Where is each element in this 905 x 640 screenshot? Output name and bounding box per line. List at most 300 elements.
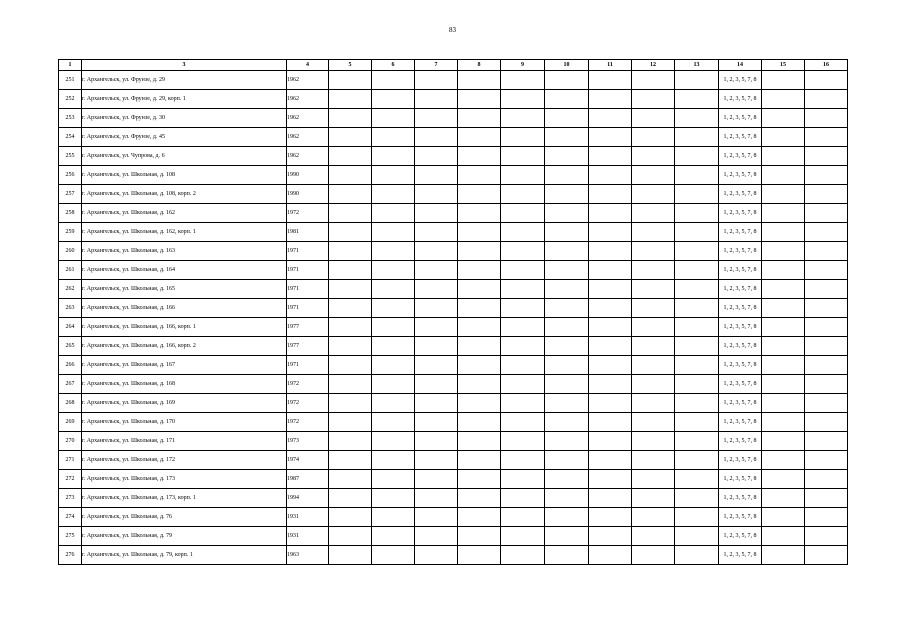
table-row bbox=[59, 166, 848, 185]
col14-cell: 1, 2, 3, 5, 7, 8 bbox=[719, 470, 762, 489]
empty-cell bbox=[501, 204, 545, 223]
empty-cell bbox=[415, 470, 458, 489]
col14-cell: 1, 2, 3, 5, 7, 8 bbox=[719, 451, 762, 470]
empty-cell bbox=[458, 223, 501, 242]
col14-cell: 1, 2, 3, 5, 7, 8 bbox=[719, 242, 762, 261]
column-header: 8 bbox=[458, 60, 501, 71]
col14-cell: 1, 2, 3, 5, 7, 8 bbox=[719, 489, 762, 508]
empty-cell bbox=[589, 508, 632, 527]
empty-cell bbox=[545, 299, 589, 318]
empty-cell bbox=[805, 223, 848, 242]
empty-cell bbox=[632, 204, 675, 223]
empty-cell bbox=[501, 375, 545, 394]
empty-cell bbox=[545, 451, 589, 470]
empty-cell bbox=[675, 489, 719, 508]
year-cell: 1994 bbox=[287, 489, 329, 508]
empty-cell bbox=[762, 147, 805, 166]
empty-cell bbox=[545, 508, 589, 527]
empty-cell bbox=[805, 185, 848, 204]
empty-cell bbox=[675, 204, 719, 223]
empty-cell bbox=[762, 451, 805, 470]
empty-cell bbox=[805, 109, 848, 128]
table-row bbox=[59, 109, 848, 128]
empty-cell bbox=[675, 470, 719, 489]
empty-cell bbox=[589, 299, 632, 318]
empty-cell bbox=[675, 299, 719, 318]
year-cell: 1981 bbox=[287, 223, 329, 242]
col14-cell: 1, 2, 3, 5, 7, 8 bbox=[719, 508, 762, 527]
houses-table bbox=[58, 59, 848, 565]
table-row bbox=[59, 299, 848, 318]
year-cell: 1931 bbox=[287, 508, 329, 527]
empty-cell bbox=[675, 318, 719, 337]
empty-cell bbox=[415, 71, 458, 90]
empty-cell bbox=[589, 90, 632, 109]
empty-cell bbox=[589, 451, 632, 470]
empty-cell bbox=[415, 90, 458, 109]
year-cell: 1963 bbox=[287, 546, 329, 565]
empty-cell bbox=[632, 337, 675, 356]
empty-cell bbox=[632, 546, 675, 565]
empty-cell bbox=[458, 280, 501, 299]
empty-cell bbox=[762, 489, 805, 508]
col14-cell: 1, 2, 3, 5, 7, 8 bbox=[719, 413, 762, 432]
empty-cell bbox=[329, 356, 372, 375]
empty-cell bbox=[415, 489, 458, 508]
empty-cell bbox=[632, 90, 675, 109]
empty-cell bbox=[762, 223, 805, 242]
empty-cell bbox=[415, 394, 458, 413]
empty-cell bbox=[675, 185, 719, 204]
empty-cell bbox=[545, 375, 589, 394]
row-number: 275 bbox=[59, 527, 82, 546]
empty-cell bbox=[329, 470, 372, 489]
address-cell: г. Архангельск, ул. Школьная, д. 168 bbox=[82, 375, 287, 394]
empty-cell bbox=[458, 109, 501, 128]
address-cell: г. Архангельск, ул. Школьная, д. 170 bbox=[82, 413, 287, 432]
address-cell: г. Архангельск, ул. Фрунзе, д. 45 bbox=[82, 128, 287, 147]
empty-cell bbox=[545, 128, 589, 147]
empty-cell bbox=[501, 71, 545, 90]
row-number: 263 bbox=[59, 299, 82, 318]
empty-cell bbox=[415, 166, 458, 185]
empty-cell bbox=[415, 508, 458, 527]
year-cell: 1974 bbox=[287, 451, 329, 470]
empty-cell bbox=[805, 204, 848, 223]
empty-cell bbox=[545, 337, 589, 356]
empty-cell bbox=[589, 261, 632, 280]
empty-cell bbox=[501, 128, 545, 147]
empty-cell bbox=[458, 299, 501, 318]
address-cell: г. Архангельск, ул. Школьная, д. 166, корп. 2 bbox=[82, 337, 287, 356]
row-number: 262 bbox=[59, 280, 82, 299]
empty-cell bbox=[589, 318, 632, 337]
empty-cell bbox=[501, 489, 545, 508]
empty-cell bbox=[675, 527, 719, 546]
empty-cell bbox=[329, 337, 372, 356]
year-cell: 1990 bbox=[287, 185, 329, 204]
empty-cell bbox=[589, 71, 632, 90]
empty-cell bbox=[458, 166, 501, 185]
col14-cell: 1, 2, 3, 5, 7, 8 bbox=[719, 128, 762, 147]
empty-cell bbox=[329, 375, 372, 394]
empty-cell bbox=[545, 413, 589, 432]
empty-cell bbox=[372, 394, 415, 413]
column-header: 1 bbox=[59, 60, 82, 71]
empty-cell bbox=[805, 71, 848, 90]
empty-cell bbox=[501, 470, 545, 489]
empty-cell bbox=[415, 261, 458, 280]
column-header: 10 bbox=[545, 60, 589, 71]
empty-cell bbox=[329, 166, 372, 185]
year-cell: 1973 bbox=[287, 432, 329, 451]
col14-cell: 1, 2, 3, 5, 7, 8 bbox=[719, 71, 762, 90]
empty-cell bbox=[632, 394, 675, 413]
empty-cell bbox=[501, 90, 545, 109]
empty-cell bbox=[545, 147, 589, 166]
empty-cell bbox=[545, 318, 589, 337]
year-cell: 1971 bbox=[287, 261, 329, 280]
empty-cell bbox=[805, 432, 848, 451]
empty-cell bbox=[805, 318, 848, 337]
empty-cell bbox=[372, 280, 415, 299]
empty-cell bbox=[762, 90, 805, 109]
empty-cell bbox=[415, 527, 458, 546]
empty-cell bbox=[589, 242, 632, 261]
col14-cell: 1, 2, 3, 5, 7, 8 bbox=[719, 204, 762, 223]
empty-cell bbox=[589, 546, 632, 565]
empty-cell bbox=[589, 470, 632, 489]
empty-cell bbox=[415, 223, 458, 242]
column-header: 5 bbox=[329, 60, 372, 71]
empty-cell bbox=[415, 128, 458, 147]
address-cell: г. Архангельск, ул. Школьная, д. 167 bbox=[82, 356, 287, 375]
empty-cell bbox=[589, 432, 632, 451]
column-header: 11 bbox=[589, 60, 632, 71]
col14-cell: 1, 2, 3, 5, 7, 8 bbox=[719, 375, 762, 394]
table-row bbox=[59, 185, 848, 204]
col14-cell: 1, 2, 3, 5, 7, 8 bbox=[719, 527, 762, 546]
row-number: 276 bbox=[59, 546, 82, 565]
empty-cell bbox=[415, 242, 458, 261]
address-cell: г. Архангельск, ул. Фрунзе, д. 29, корп. 1 bbox=[82, 90, 287, 109]
empty-cell bbox=[675, 90, 719, 109]
empty-cell bbox=[589, 185, 632, 204]
empty-cell bbox=[545, 394, 589, 413]
empty-cell bbox=[329, 109, 372, 128]
empty-cell bbox=[675, 432, 719, 451]
empty-cell bbox=[415, 147, 458, 166]
row-number: 258 bbox=[59, 204, 82, 223]
empty-cell bbox=[762, 527, 805, 546]
row-number: 255 bbox=[59, 147, 82, 166]
empty-cell bbox=[545, 71, 589, 90]
empty-cell bbox=[589, 337, 632, 356]
empty-cell bbox=[501, 337, 545, 356]
empty-cell bbox=[762, 375, 805, 394]
empty-cell bbox=[805, 261, 848, 280]
empty-cell bbox=[458, 470, 501, 489]
empty-cell bbox=[458, 489, 501, 508]
column-header: 6 bbox=[372, 60, 415, 71]
empty-cell bbox=[329, 185, 372, 204]
empty-cell bbox=[372, 451, 415, 470]
address-cell: г. Архангельск, ул. Школьная, д. 172 bbox=[82, 451, 287, 470]
empty-cell bbox=[762, 261, 805, 280]
empty-cell bbox=[415, 299, 458, 318]
empty-cell bbox=[501, 242, 545, 261]
col14-cell: 1, 2, 3, 5, 7, 8 bbox=[719, 394, 762, 413]
empty-cell bbox=[501, 432, 545, 451]
empty-cell bbox=[501, 451, 545, 470]
empty-cell bbox=[762, 470, 805, 489]
empty-cell bbox=[632, 223, 675, 242]
address-cell: г. Архангельск, ул. Школьная, д. 162, корп. 1 bbox=[82, 223, 287, 242]
address-cell: г. Архангельск, ул. Школьная, д. 108, корп. 2 bbox=[82, 185, 287, 204]
empty-cell bbox=[545, 185, 589, 204]
empty-cell bbox=[372, 299, 415, 318]
empty-cell bbox=[632, 280, 675, 299]
empty-cell bbox=[372, 318, 415, 337]
empty-cell bbox=[632, 128, 675, 147]
year-cell: 1972 bbox=[287, 375, 329, 394]
column-header: 12 bbox=[632, 60, 675, 71]
empty-cell bbox=[501, 508, 545, 527]
table-row bbox=[59, 489, 848, 508]
table-row bbox=[59, 90, 848, 109]
row-number: 253 bbox=[59, 109, 82, 128]
empty-cell bbox=[545, 223, 589, 242]
empty-cell bbox=[329, 242, 372, 261]
table-row bbox=[59, 451, 848, 470]
empty-cell bbox=[762, 508, 805, 527]
empty-cell bbox=[805, 90, 848, 109]
empty-cell bbox=[762, 128, 805, 147]
empty-cell bbox=[458, 318, 501, 337]
col14-cell: 1, 2, 3, 5, 7, 8 bbox=[719, 356, 762, 375]
empty-cell bbox=[632, 299, 675, 318]
row-number: 260 bbox=[59, 242, 82, 261]
empty-cell bbox=[762, 166, 805, 185]
empty-cell bbox=[762, 280, 805, 299]
address-cell: г. Архангельск, ул. Школьная, д. 163 bbox=[82, 242, 287, 261]
empty-cell bbox=[589, 489, 632, 508]
row-number: 265 bbox=[59, 337, 82, 356]
row-number: 267 bbox=[59, 375, 82, 394]
empty-cell bbox=[545, 261, 589, 280]
empty-cell bbox=[458, 128, 501, 147]
address-cell: г. Архангельск, ул. Школьная, д. 166 bbox=[82, 299, 287, 318]
table-row bbox=[59, 223, 848, 242]
empty-cell bbox=[329, 527, 372, 546]
empty-cell bbox=[372, 71, 415, 90]
row-number: 254 bbox=[59, 128, 82, 147]
empty-cell bbox=[805, 166, 848, 185]
year-cell: 1962 bbox=[287, 90, 329, 109]
empty-cell bbox=[805, 508, 848, 527]
row-number: 274 bbox=[59, 508, 82, 527]
empty-cell bbox=[329, 71, 372, 90]
empty-cell bbox=[372, 546, 415, 565]
empty-cell bbox=[501, 356, 545, 375]
table-row bbox=[59, 546, 848, 565]
row-number: 264 bbox=[59, 318, 82, 337]
table-row bbox=[59, 356, 848, 375]
empty-cell bbox=[762, 337, 805, 356]
year-cell: 1962 bbox=[287, 109, 329, 128]
empty-cell bbox=[675, 242, 719, 261]
empty-cell bbox=[805, 470, 848, 489]
row-number: 271 bbox=[59, 451, 82, 470]
year-cell: 1962 bbox=[287, 147, 329, 166]
empty-cell bbox=[415, 356, 458, 375]
address-cell: г. Архангельск, ул. Школьная, д. 173, корп. 1 bbox=[82, 489, 287, 508]
empty-cell bbox=[675, 166, 719, 185]
table-body bbox=[59, 71, 848, 565]
row-number: 268 bbox=[59, 394, 82, 413]
year-cell: 1931 bbox=[287, 527, 329, 546]
empty-cell bbox=[458, 375, 501, 394]
address-cell: г. Архангельск, ул. Школьная, д. 165 bbox=[82, 280, 287, 299]
col14-cell: 1, 2, 3, 5, 7, 8 bbox=[719, 432, 762, 451]
empty-cell bbox=[458, 71, 501, 90]
empty-cell bbox=[805, 280, 848, 299]
empty-cell bbox=[762, 109, 805, 128]
empty-cell bbox=[805, 299, 848, 318]
empty-cell bbox=[415, 109, 458, 128]
empty-cell bbox=[805, 356, 848, 375]
empty-cell bbox=[458, 432, 501, 451]
empty-cell bbox=[675, 71, 719, 90]
empty-cell bbox=[458, 356, 501, 375]
year-cell: 1971 bbox=[287, 299, 329, 318]
empty-cell bbox=[589, 527, 632, 546]
empty-cell bbox=[675, 394, 719, 413]
empty-cell bbox=[675, 147, 719, 166]
empty-cell bbox=[501, 546, 545, 565]
year-cell: 1972 bbox=[287, 413, 329, 432]
empty-cell bbox=[501, 109, 545, 128]
empty-cell bbox=[632, 356, 675, 375]
empty-cell bbox=[372, 489, 415, 508]
row-number: 261 bbox=[59, 261, 82, 280]
address-cell: г. Архангельск, ул. Фрунзе, д. 29 bbox=[82, 71, 287, 90]
year-cell: 1962 bbox=[287, 71, 329, 90]
empty-cell bbox=[458, 147, 501, 166]
year-cell: 1971 bbox=[287, 356, 329, 375]
year-cell: 1962 bbox=[287, 128, 329, 147]
address-cell: г. Архангельск, ул. Чупрова, д. 6 bbox=[82, 147, 287, 166]
empty-cell bbox=[415, 318, 458, 337]
table-row bbox=[59, 261, 848, 280]
table-row bbox=[59, 128, 848, 147]
row-number: 269 bbox=[59, 413, 82, 432]
table-row bbox=[59, 242, 848, 261]
col14-cell: 1, 2, 3, 5, 7, 8 bbox=[719, 546, 762, 565]
row-number: 273 bbox=[59, 489, 82, 508]
year-cell: 1977 bbox=[287, 318, 329, 337]
address-cell: г. Архангельск, ул. Школьная, д. 164 bbox=[82, 261, 287, 280]
address-cell: г. Архангельск, ул. Школьная, д. 169 bbox=[82, 394, 287, 413]
empty-cell bbox=[329, 413, 372, 432]
empty-cell bbox=[589, 280, 632, 299]
table-header bbox=[59, 60, 848, 71]
table-row bbox=[59, 508, 848, 527]
empty-cell bbox=[545, 546, 589, 565]
empty-cell bbox=[632, 413, 675, 432]
col14-cell: 1, 2, 3, 5, 7, 8 bbox=[719, 261, 762, 280]
empty-cell bbox=[805, 413, 848, 432]
column-header: 14 bbox=[719, 60, 762, 71]
row-number: 266 bbox=[59, 356, 82, 375]
row-number: 256 bbox=[59, 166, 82, 185]
address-cell: г. Архангельск, ул. Школьная, д. 173 bbox=[82, 470, 287, 489]
empty-cell bbox=[632, 147, 675, 166]
empty-cell bbox=[415, 375, 458, 394]
empty-cell bbox=[762, 413, 805, 432]
address-cell: г. Архангельск, ул. Школьная, д. 171 bbox=[82, 432, 287, 451]
empty-cell bbox=[372, 527, 415, 546]
empty-cell bbox=[762, 71, 805, 90]
empty-cell bbox=[458, 90, 501, 109]
empty-cell bbox=[632, 508, 675, 527]
empty-cell bbox=[372, 109, 415, 128]
column-header: 7 bbox=[415, 60, 458, 71]
row-number: 252 bbox=[59, 90, 82, 109]
empty-cell bbox=[501, 318, 545, 337]
empty-cell bbox=[805, 451, 848, 470]
year-cell: 1972 bbox=[287, 204, 329, 223]
empty-cell bbox=[415, 451, 458, 470]
empty-cell bbox=[458, 242, 501, 261]
address-cell: г. Архангельск, ул. Школьная, д. 79 bbox=[82, 527, 287, 546]
table-row bbox=[59, 280, 848, 299]
empty-cell bbox=[372, 470, 415, 489]
empty-cell bbox=[545, 356, 589, 375]
empty-cell bbox=[458, 261, 501, 280]
empty-cell bbox=[329, 394, 372, 413]
empty-cell bbox=[762, 242, 805, 261]
empty-cell bbox=[372, 337, 415, 356]
empty-cell bbox=[458, 451, 501, 470]
empty-cell bbox=[458, 337, 501, 356]
page-number: 83 bbox=[449, 26, 456, 34]
col14-cell: 1, 2, 3, 5, 7, 8 bbox=[719, 280, 762, 299]
table-row bbox=[59, 318, 848, 337]
empty-cell bbox=[501, 394, 545, 413]
table-row bbox=[59, 432, 848, 451]
address-cell: г. Архангельск, ул. Школьная, д. 108 bbox=[82, 166, 287, 185]
column-header: 4 bbox=[287, 60, 329, 71]
empty-cell bbox=[675, 413, 719, 432]
empty-cell bbox=[458, 185, 501, 204]
empty-cell bbox=[372, 432, 415, 451]
column-header: 13 bbox=[675, 60, 719, 71]
empty-cell bbox=[501, 413, 545, 432]
empty-cell bbox=[632, 489, 675, 508]
empty-cell bbox=[545, 527, 589, 546]
empty-cell bbox=[805, 394, 848, 413]
empty-cell bbox=[458, 394, 501, 413]
empty-cell bbox=[589, 204, 632, 223]
empty-cell bbox=[372, 242, 415, 261]
empty-cell bbox=[329, 261, 372, 280]
row-number: 259 bbox=[59, 223, 82, 242]
column-header: 3 bbox=[82, 60, 287, 71]
empty-cell bbox=[632, 71, 675, 90]
row-number: 257 bbox=[59, 185, 82, 204]
empty-cell bbox=[372, 508, 415, 527]
